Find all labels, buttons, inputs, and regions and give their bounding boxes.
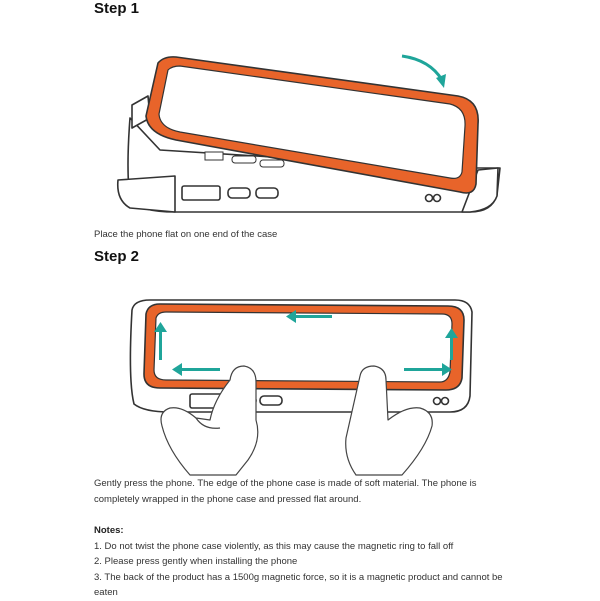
step2-heading: Step 2 — [94, 248, 140, 265]
step1-illustration — [0, 0, 600, 230]
notes-title: Notes: — [94, 525, 124, 536]
step1-heading: Step 1 — [94, 0, 140, 17]
step2-caption-line: Gently press the phone. The edge of the phone case is made of soft material. The phone is — [94, 478, 477, 489]
note-item: 2. Please press gently when installing the phone — [94, 556, 298, 567]
note-item: 1. Do not twist the phone case violently, as this may cause the magnetic ring to fall off — [94, 540, 454, 552]
note-item: eaten — [94, 587, 118, 598]
step2-illustration — [0, 270, 600, 480]
curved-arrow-icon — [402, 56, 446, 88]
step2-caption — [94, 476, 477, 508]
note-item: 3. The back of the product has a 1500g magnetic force, so it is a magnetic product and cannot be — [94, 571, 503, 583]
notes-section — [94, 523, 514, 601]
step2-caption-line: completely wrapped in the phone case and pressed flat around. — [94, 494, 362, 505]
step1-caption: Place the phone flat on one end of the case — [94, 229, 278, 240]
